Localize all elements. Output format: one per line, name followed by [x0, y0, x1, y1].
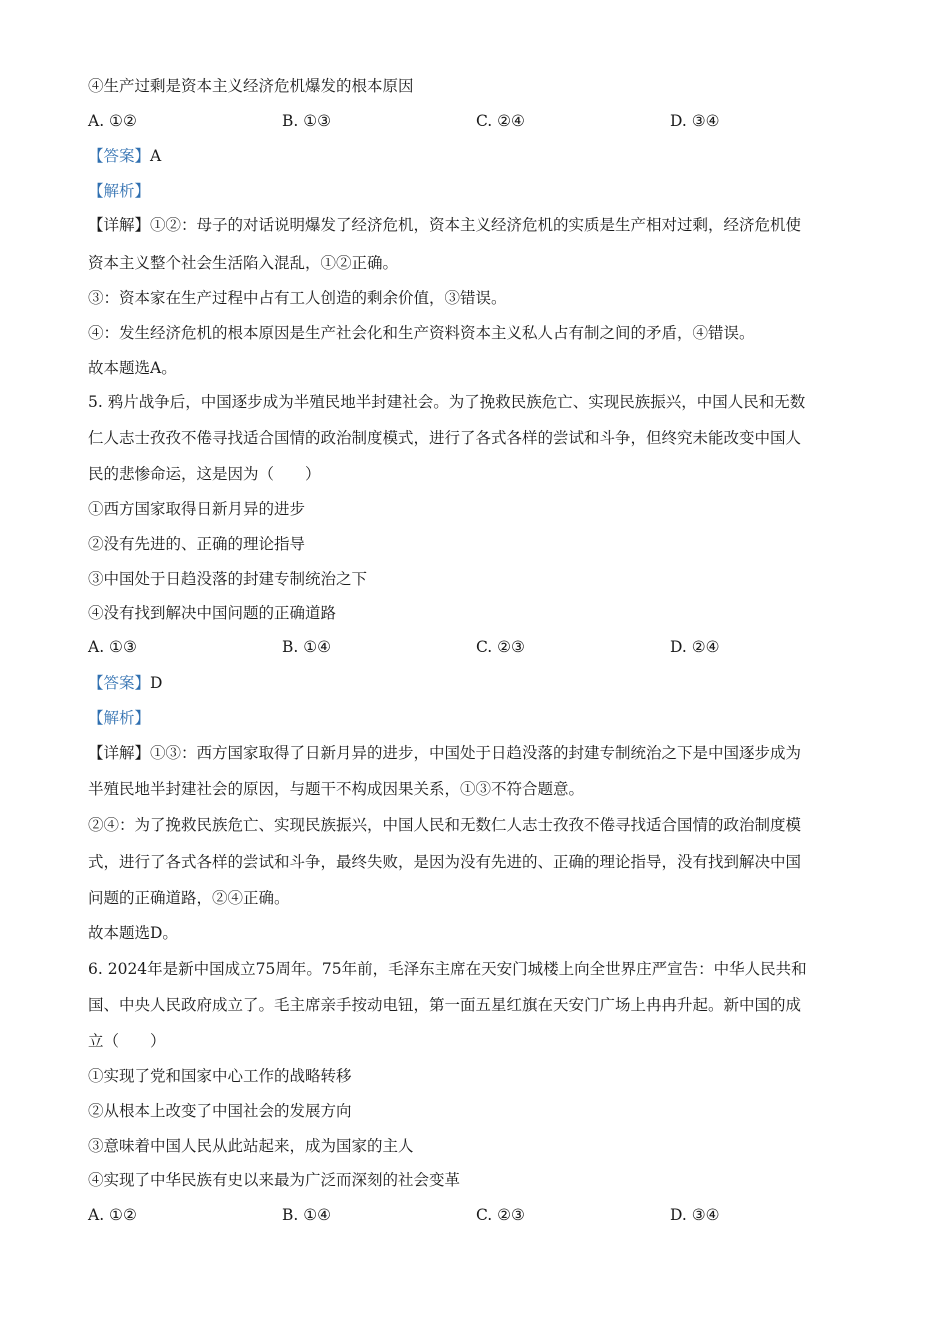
q4-option-c: C. ②④ [476, 112, 525, 130]
q6-item-2: ②从根本上改变了中国社会的发展方向 [88, 1102, 352, 1120]
q4-detail-line-1 [88, 213, 801, 237]
q4-detail-line-3: ③：资本家在生产过程中占有工人创造的剩余价值，③错误。 [88, 289, 507, 307]
q6-stem-line-1: 6. 2024年是新中国成立75周年。75年前，毛泽东主席在天安门城楼上向全世界庄严宣告：中华人民共和 [88, 960, 807, 978]
q4-option-b: B. ①③ [282, 112, 332, 130]
q6-option-a: A. ①② [88, 1206, 137, 1224]
q5-stem-line-3: 民的悲惨命运，这是因为（ ） [88, 465, 321, 483]
q4-item-4: ④生产过剩是资本主义经济危机爆发的根本原因 [88, 77, 414, 95]
q6-option-b: B. ①④ [282, 1206, 332, 1224]
q6-item-1: ①实现了党和国家中心工作的战略转移 [88, 1067, 352, 1085]
q5-detail-line-5: 问题的正确道路，②④正确。 [88, 889, 290, 907]
q5-stem-line-2: 仁人志士孜孜不倦寻找适合国情的政治制度模式，进行了各式各样的尝试和斗争，但终究未能改变中国人 [88, 429, 802, 447]
q5-detail-line-2: 半殖民地半封建社会的原因，与题干不构成因果关系，①③不符合题意。 [88, 780, 585, 798]
q5-detail-line-4: 式，进行了各式各样的尝试和斗争，最终失败，是因为没有先进的、正确的理论指导，没有找到解决中国 [88, 853, 802, 871]
q5-answer [88, 671, 162, 695]
q5-stem-line-1: 5. 鸦片战争后，中国逐步成为半殖民地半封建社会。为了挽救民族危亡、实现民族振兴，中国人民和无数 [88, 393, 806, 411]
q5-item-1: ①西方国家取得日新月异的进步 [88, 500, 306, 518]
q6-option-c: C. ②③ [476, 1206, 525, 1224]
q4-conclusion: 故本题选A。 [88, 359, 177, 377]
q5-item-3: ③中国处于日趋没落的封建专制统治之下 [88, 570, 368, 588]
q4-detail-label: 【详解】 [88, 216, 151, 234]
q5-answer-value: D [150, 674, 163, 692]
q5-option-c: C. ②③ [476, 638, 525, 656]
q6-option-d: D. ③④ [670, 1206, 720, 1224]
q5-item-2: ②没有先进的、正确的理论指导 [88, 535, 306, 553]
q4-analysis-label: 【解析】 [88, 182, 151, 200]
q4-answer [88, 144, 161, 168]
q4-answer-label: 【答案】 [88, 147, 151, 165]
q5-answer-label: 【答案】 [88, 674, 151, 692]
q6-stem-line-2: 国、中央人民政府成立了。毛主席亲手按动电钮，第一面五星红旗在天安门广场上冉冉升起。新中国的成 [88, 996, 802, 1014]
q5-detail-label: 【详解】 [88, 744, 151, 762]
q6-item-4: ④实现了中华民族有史以来最为广泛而深刻的社会变革 [88, 1171, 461, 1189]
q5-option-d: D. ②④ [670, 638, 720, 656]
q5-detail-line-1 [88, 741, 801, 765]
q4-detail-text-1: ①②：母子的对话说明爆发了经济危机，资本主义经济危机的实质是生产相对过剩，经济危机使 [150, 216, 802, 234]
q4-option-a: A. ①② [88, 112, 137, 130]
q5-detail-text-1: ①③：西方国家取得了日新月异的进步，中国处于日趋没落的封建专制统治之下是中国逐步成为 [150, 744, 802, 762]
q5-option-b: B. ①④ [282, 638, 332, 656]
q5-analysis-label: 【解析】 [88, 709, 151, 727]
q4-answer-value: A [150, 147, 162, 165]
q6-stem-line-3: 立（ ） [88, 1032, 166, 1050]
q4-option-d: D. ③④ [670, 112, 720, 130]
q6-item-3: ③意味着中国人民从此站起来，成为国家的主人 [88, 1137, 414, 1155]
q5-detail-line-3: ②④：为了挽救民族危亡、实现民族振兴，中国人民和无数仁人志士孜孜不倦寻找适合国情的政治制度模 [88, 816, 802, 834]
q4-detail-line-2: 资本主义整个社会生活陷入混乱，①②正确。 [88, 254, 399, 272]
q5-conclusion: 故本题选D。 [88, 924, 178, 942]
q5-item-4: ④没有找到解决中国问题的正确道路 [88, 604, 337, 622]
q4-detail-line-4: ④：发生经济危机的根本原因是生产社会化和生产资料资本主义私人占有制之间的矛盾，④错误。 [88, 324, 755, 342]
q5-option-a: A. ①③ [88, 638, 137, 656]
